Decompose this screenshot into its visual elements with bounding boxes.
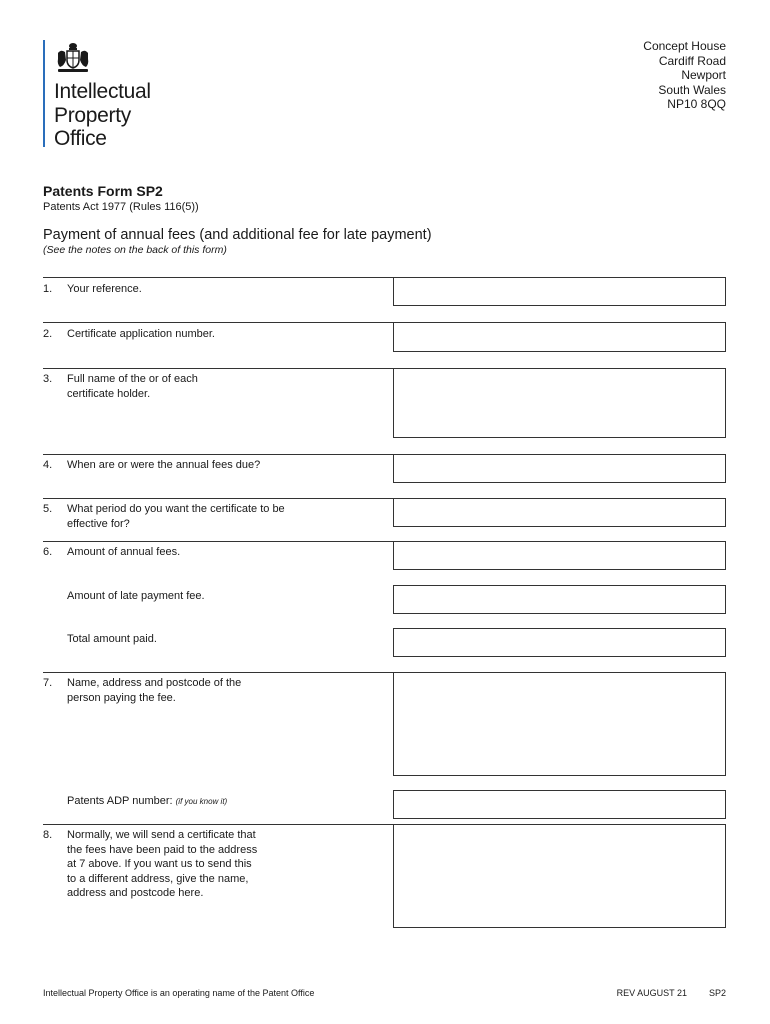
form-title: Patents Form SP2: [43, 183, 163, 199]
form-code: SP2: [708, 988, 726, 998]
total-amount-paid-input[interactable]: [393, 628, 726, 657]
office-address: [643, 39, 726, 112]
late-payment-fee-input[interactable]: [393, 585, 726, 614]
ipo-logo: [43, 40, 223, 150]
adp-hint: (if you know it): [175, 797, 228, 806]
divider: [43, 824, 393, 825]
form-note: (See the notes on the back of this form): [43, 244, 227, 256]
logo-line-2: Property: [54, 103, 131, 127]
field-number: 6.: [43, 546, 53, 558]
logo-line-3: Office: [54, 127, 107, 150]
field-3-label: [43, 372, 198, 401]
fees-due-date-input[interactable]: [393, 454, 726, 483]
field-label-text: What period do you want the certificate to be: [67, 503, 285, 515]
field-number: 4.: [43, 459, 53, 471]
divider: [43, 541, 393, 542]
revision-date: REV AUGUST 21: [616, 988, 687, 998]
field-label-text: Amount of annual fees.: [67, 546, 181, 558]
adp-number-label: [67, 794, 227, 810]
field-label-text: Name, address and postcode of the: [67, 677, 242, 689]
field-2-label: [43, 327, 215, 342]
effective-period-input[interactable]: [393, 498, 726, 527]
field-label-text: When are or were the annual fees due?: [67, 459, 261, 471]
footer-note: Intellectual Property Office is an operating name of the Patent Office: [43, 988, 315, 998]
logo-text: [54, 80, 151, 151]
field-label-text: person paying the fee.: [67, 691, 176, 704]
field-label-text: address and postcode here.: [67, 887, 204, 899]
divider: [43, 277, 393, 278]
field-6-label: [43, 545, 180, 560]
field-label-text: effective for?: [67, 517, 130, 530]
divider: [43, 368, 393, 369]
your-reference-input[interactable]: [393, 277, 726, 306]
field-1-label: [43, 282, 142, 297]
payer-name-address-input[interactable]: [393, 672, 726, 776]
field-label-text: Your reference.: [67, 283, 142, 295]
form-heading: [43, 227, 432, 257]
form-identity: [43, 183, 199, 214]
patents-adp-number-input[interactable]: [393, 790, 726, 819]
field-8-label: [43, 828, 257, 901]
address-line-2: Cardiff Road: [658, 53, 726, 68]
royal-crest-icon: [55, 41, 91, 75]
late-fee-label: Amount of late payment fee.: [67, 590, 205, 602]
total-paid-label: Total amount paid.: [67, 633, 157, 645]
divider: [43, 672, 393, 673]
form-act: Patents Act 1977 (Rules 116(5)): [43, 201, 199, 213]
field-label-text: the fees have been paid to the address: [67, 843, 258, 856]
field-label-text: at 7 above. If you want us to send this: [67, 858, 252, 870]
field-label-text: certificate holder.: [67, 387, 151, 400]
field-number: 3.: [43, 373, 53, 385]
divider: [43, 498, 393, 499]
field-label-text: to a different address, give the name,: [67, 872, 249, 885]
field-label-text: Certificate application number.: [67, 328, 215, 340]
logo-bar: [43, 40, 45, 147]
page-title: Payment of annual fees (and additional fee for late payment): [43, 227, 432, 243]
address-line-3: Newport: [681, 68, 726, 83]
field-number: 7.: [43, 677, 53, 689]
footer-revision: [595, 988, 726, 998]
address-line-5: NP10 8QQ: [667, 97, 726, 112]
field-label-text: Normally, we will send a certificate that: [67, 829, 256, 841]
field-number: 2.: [43, 328, 53, 340]
certificate-holder-name-input[interactable]: [393, 368, 726, 438]
annual-fees-amount-input[interactable]: [393, 541, 726, 570]
logo-line-1: Intellectual: [54, 80, 151, 103]
field-5-label: [43, 502, 285, 531]
address-line-4: South Wales: [658, 82, 726, 97]
divider: [43, 454, 393, 455]
field-4-label: [43, 458, 260, 473]
adp-label-text: Patents ADP number:: [67, 795, 176, 807]
field-number: 5.: [43, 503, 53, 515]
certificate-application-number-input[interactable]: [393, 322, 726, 352]
field-number: 1.: [43, 283, 53, 295]
field-label-text: Full name of the or of each: [67, 373, 198, 385]
field-7-label: [43, 676, 241, 705]
field-number: 8.: [43, 829, 53, 841]
address-line-1: Concept House: [643, 39, 726, 53]
divider: [43, 322, 393, 323]
alternative-certificate-address-input[interactable]: [393, 824, 726, 928]
